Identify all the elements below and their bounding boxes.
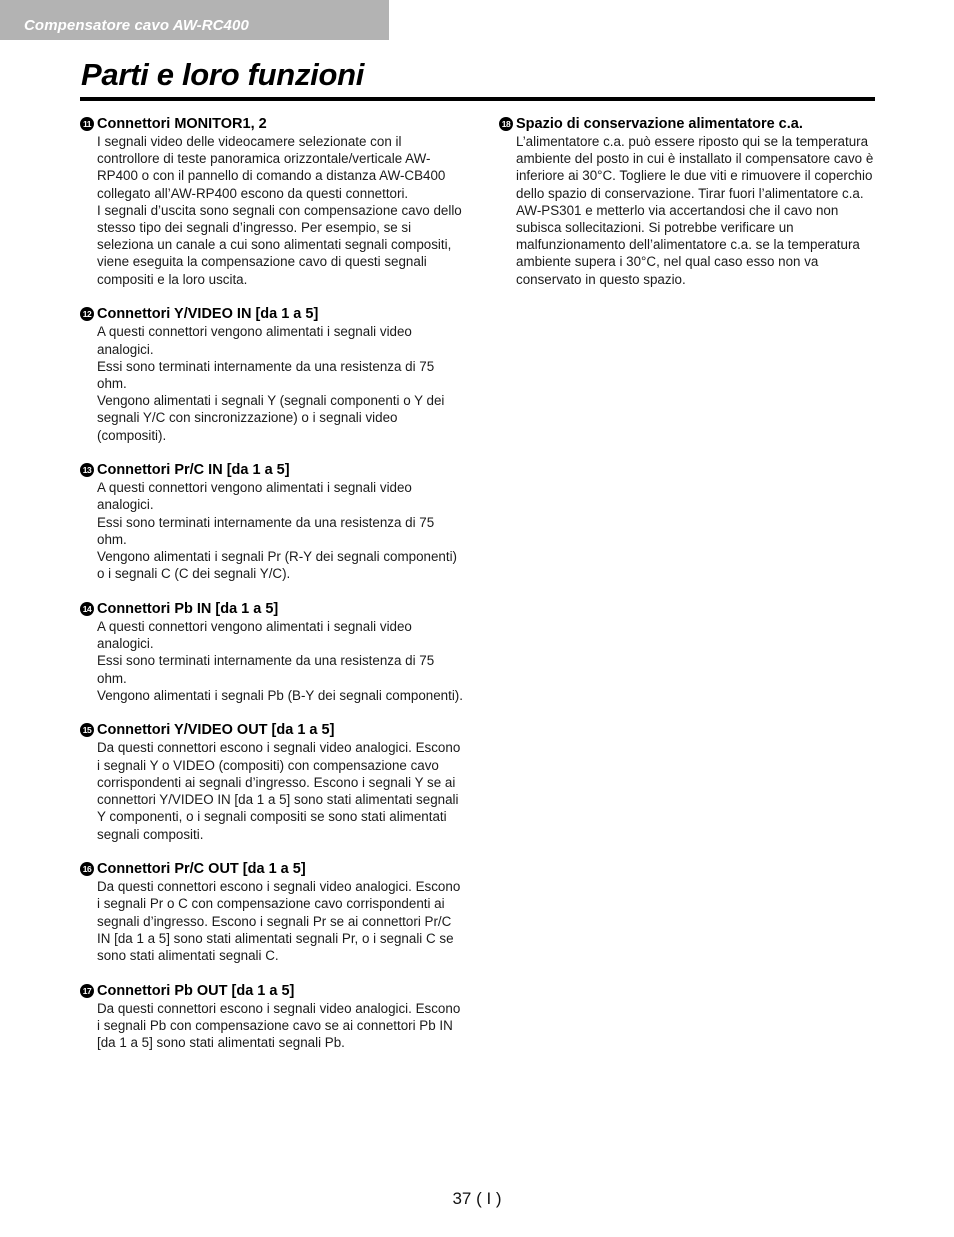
section-pr-c-in <box>80 461 465 582</box>
section-title: Connettori Pr/C OUT [da 1 a 5] <box>97 861 306 878</box>
page-number: 37 ( I ) <box>452 1189 502 1208</box>
number-badge-icon: 17 <box>80 984 94 998</box>
number-badge-icon: 13 <box>80 463 94 477</box>
page-title: Parti e loro funzioni <box>81 57 365 92</box>
number-badge-icon: 15 <box>80 723 94 737</box>
section-ac-adaptor-storage <box>499 115 884 288</box>
section-paragraph: Da questi connettori escono i segnali video analogici. Escono i segnali Pr o C con compensazione cavo corrispondenti ai segnali d’ingresso. Escono i segnali Pr se ai connettori Pr/C IN [da 1 a 5] sono stati alimentati segnali Pr, o i segnali C se sono stati alimentati segnali C. <box>97 879 461 964</box>
section-paragraph: Essi sono terminati internamente da una resistenza di 75 ohm. <box>97 653 435 686</box>
section-paragraph: Vengono alimentati i segnali Pr (R-Y dei segnali componenti) o i segnali C (C dei segnali Y/C). <box>97 549 458 582</box>
header-tab <box>0 0 389 40</box>
number-badge-icon: 12 <box>80 307 94 321</box>
section-pb-out <box>80 982 465 1052</box>
left-column <box>80 115 465 1069</box>
number-badge-icon: 11 <box>80 117 94 131</box>
section-paragraph: Vengono alimentati i segnali Pb (B-Y dei segnali componenti). <box>97 687 463 703</box>
title-rule <box>80 97 875 101</box>
section-y-video-in <box>80 305 465 443</box>
number-badge-icon: 18 <box>499 117 513 131</box>
section-paragraph: A questi connettori vengono alimentati i segnali video analogici. <box>97 480 412 513</box>
section-paragraph: Vengono alimentati i segnali Y (segnali componenti o Y dei segnali Y/C con sincronizzazione) o i segnali video (compositi). <box>97 393 445 443</box>
section-paragraph: Essi sono terminati internamente da una resistenza di 75 ohm. <box>97 358 435 391</box>
section-paragraph: I segnali d’uscita sono segnali con compensazione cavo dello stesso tipo dei segnali d’ingresso. Per esempio, se si seleziona un canale a cui sono alimentati segnali compositi, viene eseguita la compensazione cavo di questi segnali compositi e la loro uscita. <box>97 202 462 287</box>
section-paragraph: I segnali video delle videocamere selezionate con il controllore di teste panoramica orizzontale/verticale AW-RP400 o con il pannello di comando a distanza AW-CB400 collegato all’AW-RP400 escono da questi connettori. <box>97 134 446 201</box>
section-paragraph: Da questi connettori escono i segnali video analogici. Escono i segnali Y o VIDEO (compositi) con compensazione cavo corrispondenti ai segnali d’ingresso. Escono i segnali Y se ai connettori Y/VIDEO IN [da 1 a 5] sono stati alimentati segnali Y componenti, o i segnali compositi se sono stati alimentati segnali compositi. <box>97 740 461 842</box>
section-y-video-out <box>80 721 465 842</box>
header-label: Compensatore cavo AW-RC400 <box>24 17 249 34</box>
section-monitor-connectors <box>80 115 465 288</box>
section-title: Connettori MONITOR1, 2 <box>97 116 267 132</box>
section-paragraph: L’alimentatore c.a. può essere riposto qui se la temperatura ambiente del posto in cui è installato il compensatore cavo è inferiore ai 30°C. Togliere le due viti e rimuovere il coperchio dello spazio di conservazione. Tirar fuori l’alimentatore c.a. AW-PS301 e metterlo via accertandosi che il cavo non subisca sollecitazioni. Si potrebbe verificare un malfunzionamento dell’alimentatore c.a. se la temperatura ambiente supera i 30°C, nel qual caso esso non va conservato in questo spazio. <box>516 134 874 287</box>
section-title: Connettori Y/VIDEO IN [da 1 a 5] <box>97 306 319 323</box>
section-paragraph: A questi connettori vengono alimentati i segnali video analogici. <box>97 324 412 357</box>
section-title: Connettori Pb OUT [da 1 a 5] <box>97 982 295 999</box>
number-badge-icon: 16 <box>80 862 94 876</box>
section-pb-in <box>80 600 465 704</box>
section-title: Connettori Pr/C IN [da 1 a 5] <box>97 462 290 479</box>
section-paragraph: Da questi connettori escono i segnali video analogici. Escono i segnali Pb con compensazione cavo se ai connettori Pb IN [da 1 a 5] sono stati alimentati segnali Pb. <box>97 1000 461 1051</box>
section-paragraph: A questi connettori vengono alimentati i segnali video analogici. <box>97 618 412 652</box>
section-title: Connettori Y/VIDEO OUT [da 1 a 5] <box>97 722 335 739</box>
section-title: Spazio di conservazione alimentatore c.a. <box>516 116 803 132</box>
section-pr-c-out <box>80 860 465 964</box>
number-badge-icon: 14 <box>80 602 94 616</box>
right-column <box>499 115 884 305</box>
section-title: Connettori Pb IN [da 1 a 5] <box>97 600 279 617</box>
section-paragraph: Essi sono terminati internamente da una resistenza di 75 ohm. <box>97 514 435 547</box>
